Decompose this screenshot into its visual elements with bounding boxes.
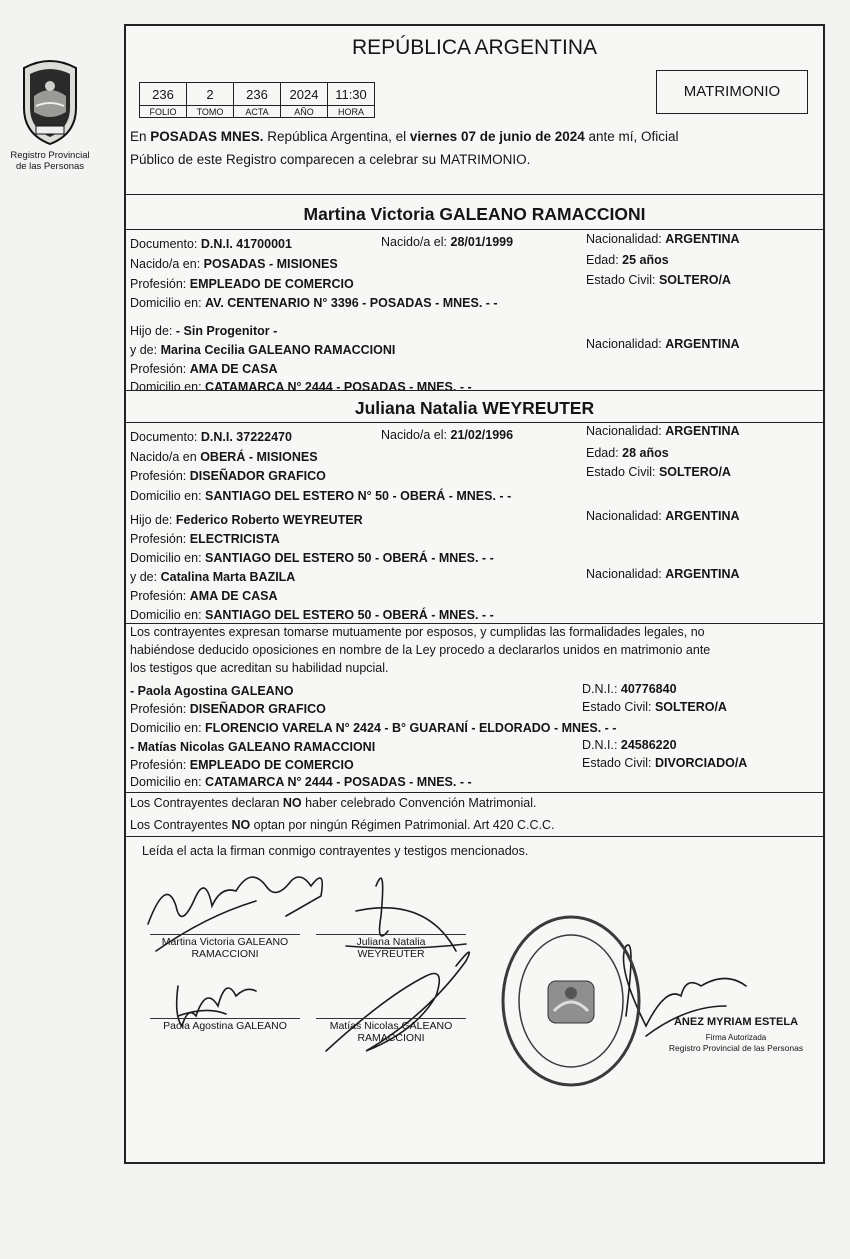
spouse1-mother-prof: AMA DE CASA <box>189 362 278 376</box>
age-label: Edad: <box>586 446 619 460</box>
witness2-dom-row <box>130 773 472 791</box>
spouse2-father-dom: SANTIAGO DEL ESTERO 50 - OBERÁ - MNES. - - <box>205 551 494 565</box>
witness2-civil: DIVORCIADO/A <box>654 756 748 770</box>
logo-caption-line2: de las Personas <box>15 161 85 172</box>
spouse2-father-row <box>130 511 363 529</box>
convention-text: Los Contrayentes declaran <box>130 796 283 810</box>
spouse1-age: 25 años <box>622 253 669 267</box>
doc-label: Documento: <box>130 430 198 444</box>
registry-logo <box>2 56 98 172</box>
spouse2-nat-row <box>586 422 740 440</box>
spouse1-doc-row <box>130 235 292 253</box>
witness1-dni-row <box>582 680 677 698</box>
witness1-dni: 40776840 <box>620 682 677 696</box>
spouse1-born: 28/01/1999 <box>450 235 514 249</box>
spouse2-dom: SANTIAGO DEL ESTERO N° 50 - OBERÁ - MNES. - - <box>205 489 512 503</box>
witness2-name: - Matías Nicolas GALEANO RAMACCIONI <box>130 740 376 754</box>
spouse2-prof-row <box>130 467 326 485</box>
official-authorized: Firma Autorizada <box>705 1033 767 1042</box>
prof-label: Profesión: <box>130 362 187 376</box>
dom-label: Domicilio en: <box>130 721 202 735</box>
declaration-line-3: los testigos que acreditan su habilidad nupcial. <box>130 661 389 675</box>
spouse1-doc: D.N.I. 41700001 <box>200 237 292 251</box>
witness2-dni-row <box>582 736 677 754</box>
witness2-civil-row <box>582 754 747 772</box>
spouse1-mother-row <box>130 341 395 359</box>
province-seal-icon <box>14 56 86 148</box>
tomo-value: 2 <box>187 83 234 106</box>
sig2-caption <box>316 936 466 960</box>
nat-label: Nacionalidad: <box>586 509 662 523</box>
spouse2-mother-nat-row <box>586 565 740 583</box>
witness1-dom-row <box>130 719 616 737</box>
folio-value: 236 <box>140 83 187 106</box>
spouse1-civil-row <box>586 271 731 289</box>
intro-line-2: Público de este Registro comparecen a celebrar su MATRIMONIO. <box>130 152 531 167</box>
spouse1-dom: AV. CENTENARIO N° 3396 - POSADAS - MNES. - - <box>205 296 498 310</box>
sig1-name-line1: Martina Victoria GALEANO <box>161 936 289 948</box>
spouse1-dom-row <box>130 294 498 312</box>
sig3-caption <box>150 1020 300 1032</box>
place-label: Nacido/a en <box>130 450 197 464</box>
spouse2-mother-dom-row <box>130 606 494 624</box>
tomo-label: TOMO <box>187 106 234 118</box>
spouse1-born-row <box>381 233 513 251</box>
official-registry: Registro Provincial de las Personas <box>668 1043 804 1053</box>
anio-value: 2024 <box>281 83 328 106</box>
spouse1-mother-nat: ARGENTINA <box>665 337 740 351</box>
spouse2-father-prof: ELECTRICISTA <box>189 532 280 546</box>
marriage-certificate <box>124 24 825 1164</box>
witness2-dom: CATAMARCA N° 2444 - POSADAS - MNES. - - <box>205 775 472 789</box>
prof-label: Profesión: <box>130 589 187 603</box>
nat-label: Nacionalidad: <box>586 337 662 351</box>
spouse1-civil: SOLTERO/A <box>658 273 731 287</box>
dom-label: Domicilio en: <box>130 551 202 565</box>
mother-label: y de: <box>130 570 158 584</box>
nat-label: Nacionalidad: <box>586 567 662 581</box>
nat-label: Nacionalidad: <box>586 232 662 246</box>
dom-label: Domicilio en: <box>130 775 202 789</box>
spouse1-father-row <box>130 322 277 340</box>
spouse2-dom-row <box>130 487 511 505</box>
spouse2-nat: ARGENTINA <box>665 424 740 438</box>
intro-text-b: República Argentina, el <box>263 129 410 144</box>
spouse1-mother: Marina Cecilia GALEANO RAMACCIONI <box>160 343 396 357</box>
civil-label: Estado Civil: <box>582 700 652 714</box>
spouse1-prof: EMPLEADO DE COMERCIO <box>189 277 354 291</box>
declaration-line-1: Los contrayentes expresan tomarse mutuamente por esposos, y cumplidas las formalidades legales, no <box>130 625 705 639</box>
witness2-prof: EMPLEADO DE COMERCIO <box>189 758 354 772</box>
civil-label: Estado Civil: <box>582 756 652 770</box>
anio-label: AÑO <box>281 106 328 118</box>
spouse2-civil: SOLTERO/A <box>658 465 731 479</box>
regime-text: Los Contrayentes <box>130 818 232 832</box>
mother-label: y de: <box>130 343 158 357</box>
regime-text: optan por ningún Régimen Patrimonial. Art 420 C.C.C. <box>250 818 555 832</box>
spouse2-father-nat: ARGENTINA <box>665 509 740 523</box>
spouse1-mother-nat-row <box>586 335 740 353</box>
convention-no: NO <box>282 796 302 810</box>
sig4-name-line1: Matías Nicolas GALEANO <box>329 1020 453 1032</box>
document-title: REPÚBLICA ARGENTINA <box>351 36 598 59</box>
born-label: Nacido/a el: <box>381 428 448 442</box>
doc-label: Documento: <box>130 237 198 251</box>
spouse2-doc-row <box>130 428 292 446</box>
nat-label: Nacionalidad: <box>586 424 662 438</box>
spouse2-father-nat-row <box>586 507 740 525</box>
folio-label: FOLIO <box>140 106 187 118</box>
sig1-caption <box>150 936 300 960</box>
prof-label: Profesión: <box>130 469 187 483</box>
sig2-name-line2: WEYREUTER <box>357 948 425 960</box>
prof-label: Profesión: <box>130 758 187 772</box>
spouse1-age-row <box>586 251 669 269</box>
sig3-name-line1: Paola Agostina GALEANO <box>163 1020 287 1032</box>
spouse1-nat-row <box>586 230 740 248</box>
registry-stamp-icon <box>496 911 646 1091</box>
spouse2-mother-dom: SANTIAGO DEL ESTERO 50 - OBERÁ - MNES. - - <box>205 608 494 622</box>
hora-label: HORA <box>328 106 375 118</box>
sig4-name-line2: RAMACCIONI <box>357 1032 425 1044</box>
prof-label: Profesión: <box>130 532 187 546</box>
spouse2-father-prof-row <box>130 530 280 548</box>
intro-date: viernes 07 de junio de 2024 <box>409 129 585 144</box>
spouse2-mother: Catalina Marta BAZILA <box>160 570 296 584</box>
sig2-name-line1: Juliana Natalia <box>356 936 426 948</box>
civil-label: Estado Civil: <box>586 465 656 479</box>
dni-label: D.N.I.: <box>582 738 618 752</box>
spouse1-nat: ARGENTINA <box>665 232 740 246</box>
spouse1-prof-row <box>130 275 354 293</box>
dni-label: D.N.I.: <box>582 682 618 696</box>
spouse2-father: Federico Roberto WEYREUTER <box>175 513 363 527</box>
spouse2-born: 21/02/1996 <box>450 428 514 442</box>
convention-line-2 <box>130 816 555 834</box>
spouse2-mother-row <box>130 568 295 586</box>
witness1-civil: SOLTERO/A <box>654 700 727 714</box>
spouse2-father-dom-row <box>130 549 494 567</box>
father-label: Hijo de: <box>130 324 173 338</box>
spouse1-place: POSADAS - MISIONES <box>203 257 338 271</box>
spouse2-mother-prof: AMA DE CASA <box>189 589 278 603</box>
spouse1-mother-dom-row <box>130 378 472 396</box>
official-name: ANEZ MYRIAM ESTELA <box>673 1016 799 1028</box>
sig4-caption <box>316 1020 466 1044</box>
spouse2-name: Juliana Natalia WEYREUTER <box>354 398 595 418</box>
place-label: Nacido/a en: <box>130 257 201 271</box>
spouse2-civil-row <box>586 463 731 481</box>
prof-label: Profesión: <box>130 277 187 291</box>
born-label: Nacido/a el: <box>381 235 448 249</box>
signatures-intro: Leída el acta la firman conmigo contrayentes y testigos mencionados. <box>142 844 529 858</box>
sig1-name-line2: RAMACCIONI <box>191 948 259 960</box>
spouse2-prof: DISEÑADOR GRAFICO <box>189 469 326 483</box>
witness2-dni: 24586220 <box>620 738 677 752</box>
convention-text: haber celebrado Convención Matrimonial. <box>301 796 537 810</box>
civil-label: Estado Civil: <box>586 273 656 287</box>
witness1-dom: FLORENCIO VARELA N° 2424 - B° GUARANÍ - ELDORADO - MNES. - - <box>205 721 617 735</box>
dom-label: Domicilio en: <box>130 296 202 310</box>
hora-value: 11:30 <box>328 83 375 106</box>
witness1-name: - Paola Agostina GALEANO <box>130 684 294 698</box>
spouse2-age: 28 años <box>622 446 669 460</box>
spouse2-mother-prof-row <box>130 587 278 605</box>
spouse2-age-row <box>586 444 669 462</box>
intro-text-c: ante mí, Oficial <box>584 129 679 144</box>
spouse2-mother-nat: ARGENTINA <box>665 567 740 581</box>
dom-label: Domicilio en: <box>130 489 202 503</box>
witness1-prof-row <box>130 700 326 718</box>
acta-label: ACTA <box>234 106 281 118</box>
prof-label: Profesión: <box>130 702 187 716</box>
age-label: Edad: <box>586 253 619 267</box>
father-label: Hijo de: <box>130 513 173 527</box>
intro-text-a: En <box>130 129 151 144</box>
witness1-prof: DISEÑADOR GRAFICO <box>189 702 326 716</box>
spouse2-doc: D.N.I. 37222470 <box>200 430 292 444</box>
spouse1-place-row <box>130 255 338 273</box>
spouse1-name: Martina Victoria GALEANO RAMACCIONI <box>303 204 646 224</box>
act-type-box: MATRIMONIO <box>656 70 808 114</box>
logo-caption-line1: Registro Provincial <box>10 150 90 161</box>
dom-label: Domicilio en: <box>130 608 202 622</box>
spouse1-father: - Sin Progenitor - <box>175 324 278 338</box>
declaration-line-2: habiéndose deducido oposiciones en nombre de la Ley procedo a declararlos unidos en matrimonio ante <box>130 643 711 657</box>
intro-place: POSADAS MNES. <box>150 129 264 144</box>
spouse1-mother-dom: CATAMARCA N° 2444 - POSADAS - MNES. - - <box>205 380 472 394</box>
spouse2-place: OBERÁ - MISIONES <box>200 450 318 464</box>
spouse2-place-row <box>130 448 318 466</box>
spouse1-mother-prof-row <box>130 360 278 378</box>
witness1-civil-row <box>582 698 727 716</box>
dom-label: Domicilio en: <box>130 380 202 394</box>
regime-no: NO <box>231 818 251 832</box>
spouse2-born-row <box>381 426 513 444</box>
folio-table <box>139 82 375 118</box>
acta-value: 236 <box>234 83 281 106</box>
witness2-prof-row <box>130 756 354 774</box>
convention-line-1 <box>130 794 536 812</box>
intro-line-1 <box>130 129 679 144</box>
